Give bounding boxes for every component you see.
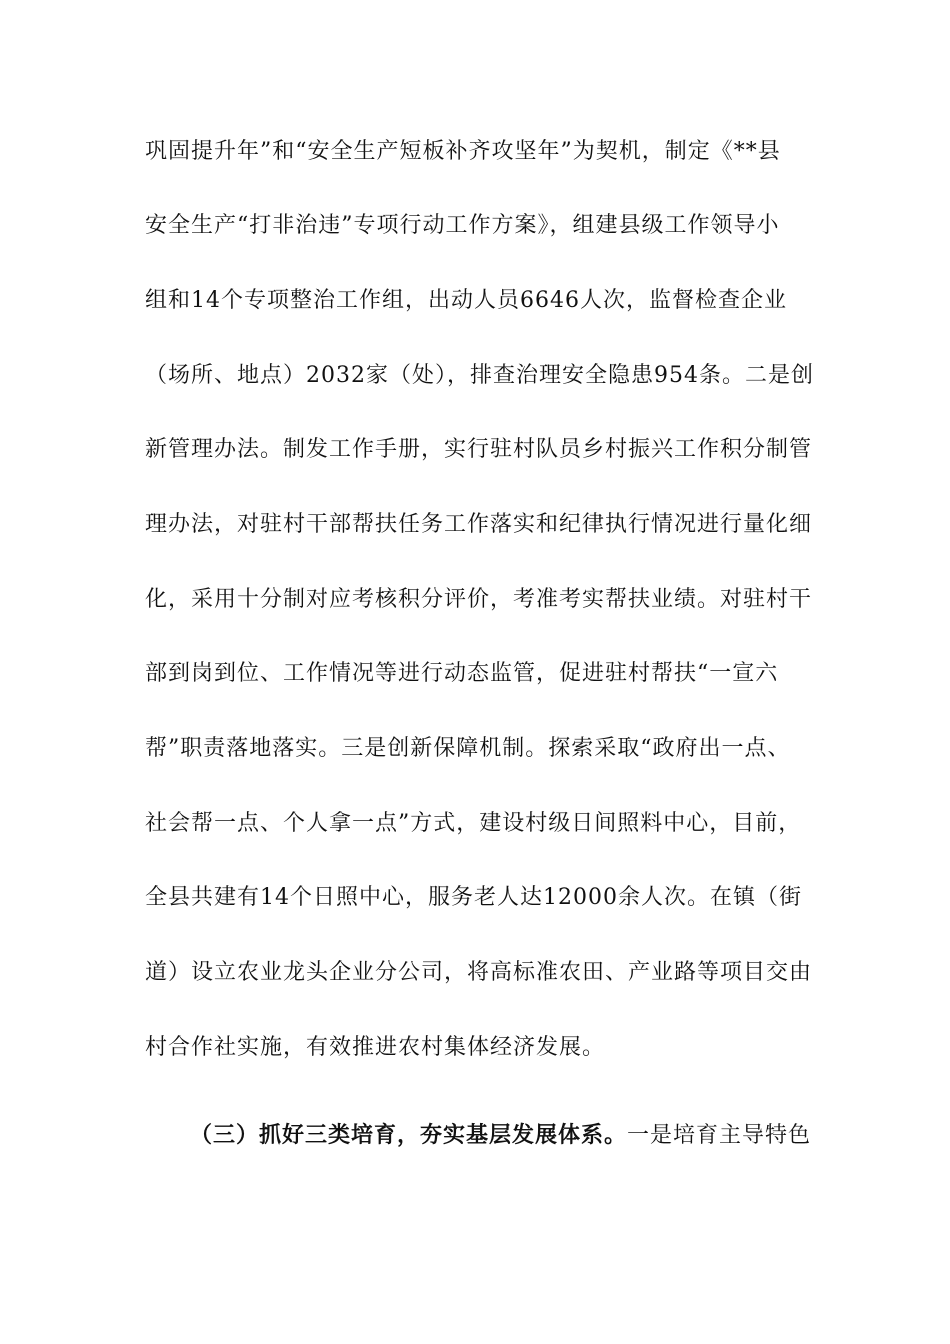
- paragraph-line: 社会帮一点、个人拿一点”方式，建设村级日间照料中心，目前，: [145, 811, 802, 836]
- paragraph-line: 组和14个专项整治工作组，出动人员6646人次，监督检查企业: [145, 288, 787, 313]
- paragraph-line: 理办法，对驻村干部帮扶任务工作落实和纪律执行情况进行量化细: [145, 512, 813, 537]
- section-heading-title: （三）抓好三类培育，夯实基层发展体系。: [190, 1122, 628, 1148]
- paragraph-line: （场所、地点）2032家（处），排查治理安全隐患954条。二是创: [145, 363, 814, 388]
- paragraph-line: 全县共建有14个日照中心，服务老人达12000余人次。在镇（街: [145, 885, 802, 910]
- section-heading-continuation: 一是培育主导特色: [627, 1123, 812, 1148]
- paragraph-line: 新管理办法。制发工作手册，实行驻村队员乡村振兴工作积分制管: [145, 437, 813, 462]
- paragraph-line: 帮”职责落地落实。三是创新保障机制。探索采取“政府出一点、: [145, 736, 791, 761]
- paragraph-line: 巩固提升年”和“安全生产短板补齐攻坚年”为契机，制定《**县: [145, 139, 781, 164]
- paragraph-line: 部到岗到位、工作情况等进行动态监管，促进驻村帮扶“一宣六: [145, 661, 779, 686]
- paragraph-line: 安全生产“打非治违”专项行动工作方案》，组建县级工作领导小: [145, 213, 780, 238]
- paragraph-line: 化，采用十分制对应考核积分评价，考准考实帮扶业绩。对驻村干: [145, 587, 813, 612]
- section-heading-line: [190, 1120, 850, 1151]
- paragraph-line: 村合作社实施，有效推进农村集体经济发展。: [145, 1035, 606, 1060]
- paragraph-line: 道）设立农业龙头企业分公司，将高标准农田、产业路等项目交由: [145, 960, 813, 985]
